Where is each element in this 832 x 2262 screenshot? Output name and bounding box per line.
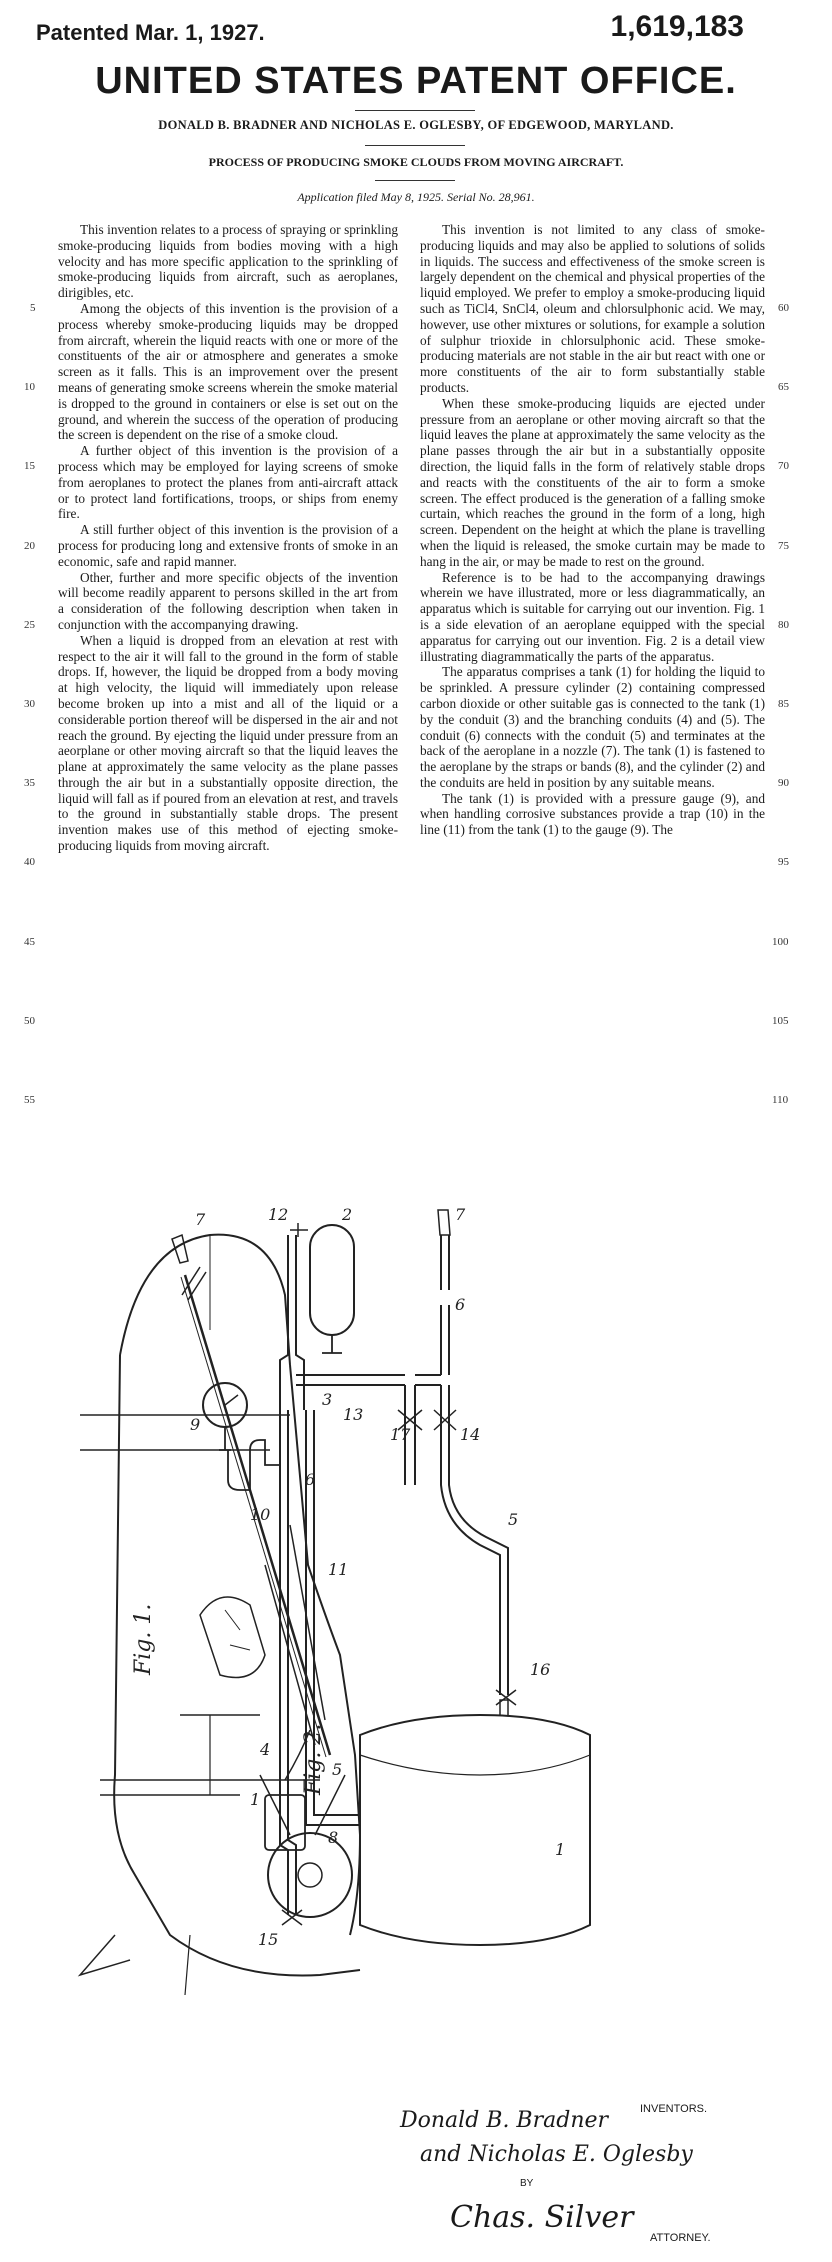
fig2-label: Fig. 2. xyxy=(301,1723,326,1795)
fig2-number: 4 xyxy=(260,1740,271,1759)
fig2-number: 3 xyxy=(322,1390,333,1409)
fig2-number: 1 xyxy=(555,1840,566,1859)
fig2-number: 9 xyxy=(190,1415,201,1434)
fig1-aeroplane xyxy=(80,1210,360,1995)
fig2-number: 12 xyxy=(268,1205,289,1224)
paragraph: The apparatus comprises a tank (1) for holding the liquid to be sprinkled. A pressure cylinder (2) containing compressed carbon dioxide or other suitable gas is connected to the tank (1) by the conduit (3) and the branching conduits (4) and (5). The conduit (6) connects with the conduit (5) and terminates at the back of the aeroplane in a nozzle (7). The tank (1) is fastened to the aeroplane by the straps or bands (8), and the cylinder (2) and the conduits are held in position by any suitable means. xyxy=(420,664,765,790)
fig2-number: 14 xyxy=(460,1425,481,1444)
right-column xyxy=(420,222,765,838)
divider xyxy=(365,145,465,146)
fig2-number: 16 xyxy=(530,1660,551,1679)
line-number: 95 xyxy=(778,856,789,868)
line-number: 65 xyxy=(778,381,789,393)
line-number: 60 xyxy=(778,302,789,314)
paragraph: A further object of this invention is the provision of a process which may be employed for laying screens of smoke from aeroplanes to protect the planes from anti-aircraft attack or to protect land fortifications, troops, or ships from enemy fire. xyxy=(58,443,398,522)
paragraph: This invention is not limited to any class of smoke-producing liquids and may also be applied to solutions of solids in liquids. The success and effectiveness of the smoke screen is largely dependent on the chemical and physical properties of the liquid employed. We prefer to employ a smoke-producing liquid such as TiCl4, SnCl4, oleum and chlorsulphonic acid. We may, however, use other mixtures or solutions, for example a solution of sulphur trioxide in chlorsulphonic acid. These smoke-producing materials are not stable in the air but react with one or more constituents of the air to form substantially stable products. xyxy=(420,222,765,395)
fig2-number: 10 xyxy=(250,1505,271,1524)
pressure-cylinder xyxy=(310,1225,354,1335)
inventor-signature-1: Donald B. Bradner xyxy=(400,2108,609,2133)
fig2-number: 15 xyxy=(258,1930,279,1949)
fig2-number: 2 xyxy=(342,1205,353,1224)
line-number: 35 xyxy=(24,777,35,789)
fig1-label: Fig. 1. xyxy=(131,1603,156,1675)
line-number: 20 xyxy=(24,540,35,552)
paragraph: When a liquid is dropped from an elevation at rest with respect to the air it will fall to the ground in the form of stable drops. If, however, the liquid be dropped from a body moving at high velocity, the liquid will immediately upon release become broken up into a mist and all of the liquid or a considerable portion thereof will be dispersed in the air and not reach the ground. By ejecting the liquid under pressure from an aeorplane or other moving aircraft so that the liquid leaves the plane at approximately the same velocity as the plane passes through the air but in a substantially opposite direction, the liquid will fall as if poured from an elevation at rest, and travels to the ground in substantially stable drops. The present invention makes use of this method of ejecting smoke-producing liquids from moving aircraft. xyxy=(58,632,398,854)
paragraph: Among the objects of this invention is the provision of a process whereby smoke-producing liquids may be dropped from aircraft, wherein the liquid reacts with one or more of the constituents of the air or atmosphere and generates a smoke screen as it falls. This is an improvement over the present means of generating smoke screens wherein the smoke material is dropped to the ground in containers or else is set out on the ground, and wherein the success of the operation of producing the screen is dependent on the rise of a smoke cloud. xyxy=(58,300,398,443)
line-number: 50 xyxy=(24,1015,35,1027)
patent-drawings xyxy=(60,1205,760,1995)
application-line: Application filed May 8, 1925. Serial No. 28,961. xyxy=(297,190,535,204)
fig2-tank xyxy=(360,1715,590,1945)
fig1-number: 6 xyxy=(305,1470,316,1489)
paragraph: When these smoke-producing liquids are ejected under pressure from an aeroplane or other moving aircraft so that the liquid leaves the plane at approximately the same velocity as the plane passes through the air but in a substantially opposite direction, the liquid falls in the form of relatively stable drops and reacts with the constituents of the air to form a smoke screen. The effect produced is the generation of a falling smoke curtain, which reaches the ground in the form of a long, high screen. Dependent on the height at which the plane is travelling when the liquid is released, the smoke curtain may be made to hang in the air, or may be made to rest on the ground. xyxy=(420,395,765,569)
line-number: 45 xyxy=(24,936,35,948)
patent-title: PROCESS OF PRODUCING SMOKE CLOUDS FROM MOVING AIRCRAFT. xyxy=(208,155,624,169)
line-number: 105 xyxy=(772,1015,789,1027)
office-title: UNITED STATES PATENT OFFICE. xyxy=(95,60,737,102)
line-number: 15 xyxy=(24,460,35,472)
divider xyxy=(375,180,455,181)
line-number: 80 xyxy=(778,619,789,631)
fig1-number: 8 xyxy=(328,1828,339,1847)
fig1-number: 7 xyxy=(195,1210,206,1229)
line-number: 85 xyxy=(778,698,789,710)
pilot xyxy=(200,1597,265,1678)
attorney-signature: Chas. Silver xyxy=(450,2200,634,2235)
trap-10 xyxy=(228,1440,280,1490)
patent-date: Patented Mar. 1, 1927. xyxy=(36,20,265,45)
line-number: 55 xyxy=(24,1094,35,1106)
line-number: 100 xyxy=(772,936,789,948)
fig2-number: 13 xyxy=(343,1405,364,1424)
inventors-line: DONALD B. BRADNER AND NICHOLAS E. OGLESBY, OF EDGEWOOD, MARYLAND. xyxy=(158,118,674,132)
left-column xyxy=(58,222,398,854)
line-number: 70 xyxy=(778,460,789,472)
paragraph: The tank (1) is provided with a pressure gauge (9), and when handling corrosive substances provide a trap (10) in the line (11) from the tank (1) to the gauge (9). The xyxy=(420,790,765,838)
line-number: 30 xyxy=(24,698,35,710)
patent-number: 1,619,183 xyxy=(610,10,744,43)
line-number: 25 xyxy=(24,619,35,631)
fig2-apparatus xyxy=(190,1205,590,1949)
fig2-number: 6 xyxy=(455,1295,466,1314)
fig2-number: 17 xyxy=(390,1425,411,1444)
paragraph: A still further object of this invention is the provision of a process for producing long and extensive fronts of smoke in an economic, safe and rapid manner. xyxy=(58,522,398,569)
fig2-number: 11 xyxy=(328,1560,349,1579)
fig1-number: 1 xyxy=(250,1790,261,1809)
line-number: 40 xyxy=(24,856,35,868)
line-number: 90 xyxy=(778,777,789,789)
line-number: 10 xyxy=(24,381,35,393)
attorney-label: ATTORNEY. xyxy=(650,2232,711,2244)
divider xyxy=(355,110,475,111)
fig2-number: 5 xyxy=(508,1510,519,1529)
by-label: BY xyxy=(520,2178,534,2189)
inventors-label: INVENTORS. xyxy=(640,2103,708,2115)
inventor-signature-2: and Nicholas E. Oglesby xyxy=(420,2142,693,2167)
fig1-number: 5 xyxy=(332,1760,343,1779)
line-number: 5 xyxy=(30,302,36,314)
fig2-number: 7 xyxy=(455,1205,466,1224)
paragraph: This invention relates to a process of spraying or sprinkling smoke-producing liquids from bodies moving with a high velocity and has more specific application to the sprinkling of smoke-producing liquids from aircraft, such as aeroplanes, dirigibles, etc. xyxy=(58,222,398,301)
paragraph: Reference is to be had to the accompanying drawings wherein we have illustrated, more or less diagrammatically, an apparatus which is suitable for carrying out our invention. Fig. 1 is a side elevation of an aeroplane equipped with the special apparatus for carrying out our invention. Fig. 2 is a detail view illustrating diagrammatically the parts of the apparatus. xyxy=(420,569,765,664)
paragraph: Other, further and more specific objects of the invention will become readily apparent to persons skilled in the art from a consideration of the following description when taken in conjunction with the accompanying drawing. xyxy=(58,569,398,632)
line-number: 110 xyxy=(772,1094,789,1106)
line-number: 75 xyxy=(778,540,789,552)
